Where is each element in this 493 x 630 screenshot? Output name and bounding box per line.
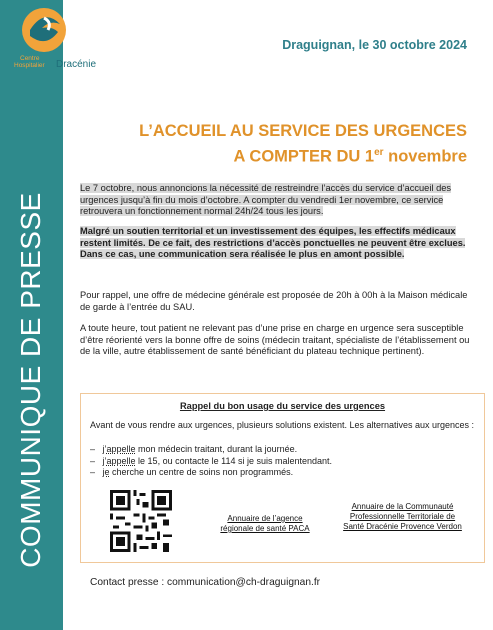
link-ars-directory[interactable]: Annuaire de l’agence régionale de santé PACA (220, 514, 310, 533)
list-item: – j’appelle mon médecin traitant, durant la journée. (90, 444, 298, 454)
alternatives-list (90, 444, 475, 479)
logo-line1: Centre (20, 55, 40, 62)
page-title (107, 120, 467, 168)
press-contact: Contact presse : communication@ch-draguignan.fr (90, 577, 321, 588)
list-item: – j’appelle le 15, ou contacte le 114 si je suis malentendant. (90, 455, 333, 466)
paragraph-intro: Le 7 octobre, nous annoncions la nécessité de restreindre l’accès du service d’accueil des urgences jusqu’à fin du mois d’octobre. A compter du vendredi 1er novembre, ce service retrouvera un fonctionnement normal 24h/24 tous les jours. (80, 183, 452, 216)
hospital-logo (0, 0, 120, 82)
title-line1: L’ACCUEIL AU SERVICE DES URGENCES (139, 122, 467, 140)
press-date: Draguignan, le 30 octobre 2024 (282, 38, 467, 52)
vertical-title: COMMUNIQUE DE PRESSE (15, 192, 46, 568)
title-line2: A COMPTER DU 1er novembre (233, 147, 467, 166)
reminder-intro: Avant de vous rendre aux urgences, plusieurs solutions existent. Les alternatives aux urgences : (90, 420, 475, 430)
logo-name: Dracénie (56, 59, 97, 70)
reminder-title: Rappel du bon usage du service des urgences (179, 401, 386, 411)
logo-line2: Hospitalier (14, 62, 45, 69)
paragraph-warning: Malgré un soutien territorial et un investissement des équipes, les effectifs médicaux restent limités. De ce fait, des restrictions d’accès ponctuelles ne peuvent être exclues. Dans ce cas, une communication sera réalisée le plus en amont possible. (80, 226, 466, 259)
link-cpts-directory[interactable]: Annuaire de la Communauté Professionnelle Territoriale de Santé Dracénie Provence Verdon (343, 502, 462, 531)
paragraph-orientation: A toute heure, tout patient ne relevant pas d’une prise en charge en urgence sera susceptible d’être réorienté vers la bonne offre de soins (médecin traitant, spécialiste de l’établissement ou de la ville, autre établissement de santé bénéficiant du plateau technique pertinent). (80, 323, 470, 356)
qr-code-icon[interactable] (110, 490, 172, 552)
list-item: – je cherche un centre de soins non programmés. (90, 467, 294, 477)
paragraph-reminder: Pour rappel, une offre de médecine générale est proposée de 20h à 00h à la Maison médicale de garde à l’entrée du SAU. (80, 290, 468, 312)
